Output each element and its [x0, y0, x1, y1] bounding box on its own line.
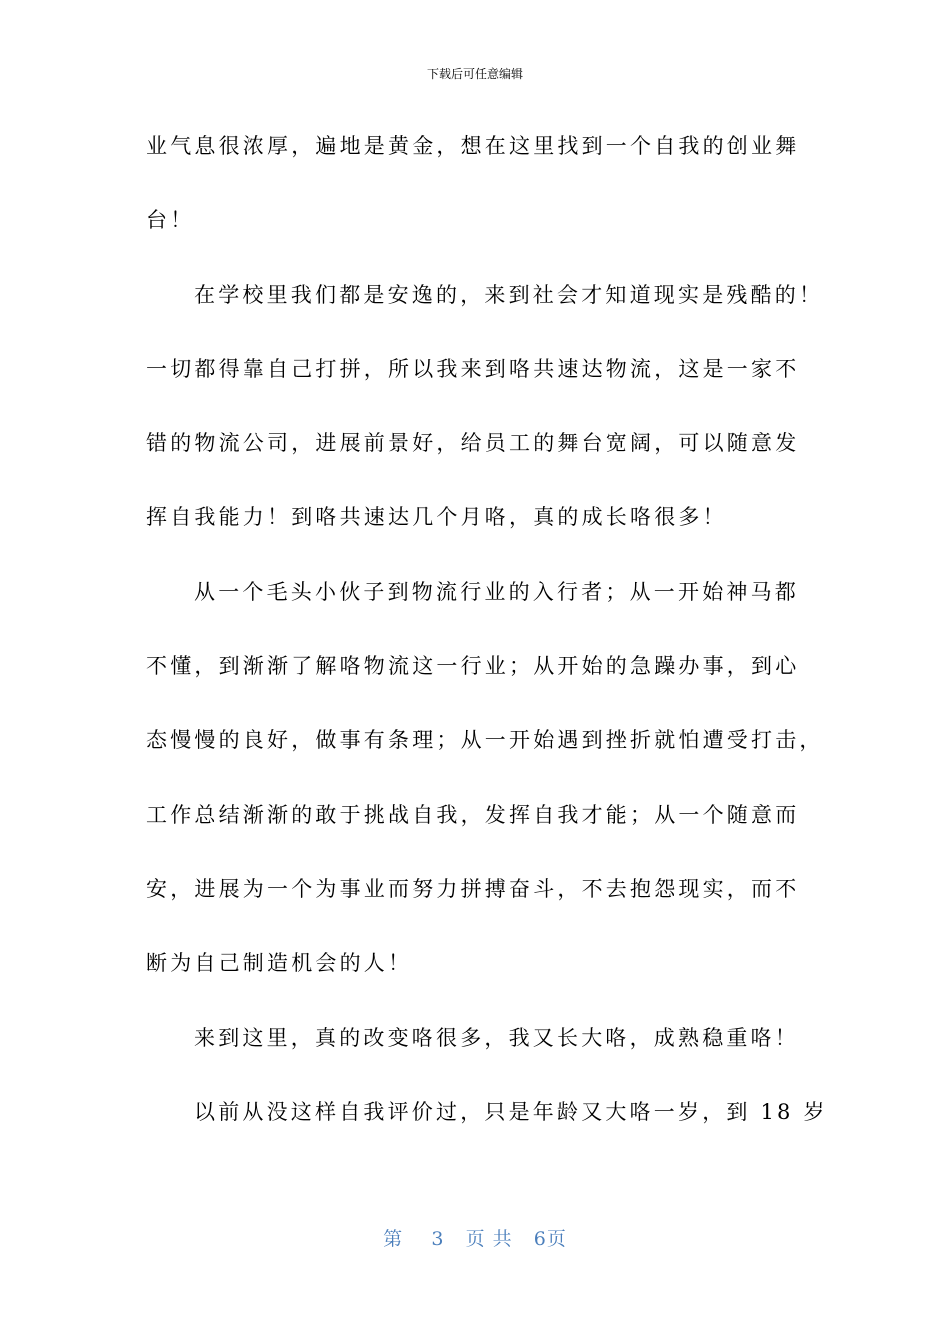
footer-total-pages: 6 [533, 1228, 547, 1250]
footer-suffix: 页 [546, 1228, 567, 1250]
text-line: 断为自己制造机会的人！ [146, 951, 413, 976]
body-text [146, 124, 828, 1164]
text-line: 工作总结渐渐的敢于挑战自我，发挥自我才能；从一个随意而 [146, 802, 800, 827]
footer-middle: 页 共 [465, 1228, 513, 1250]
paragraph-first-line: 从一个毛头小伙子到物流行业的入行者；从一开始神马都 [194, 579, 799, 604]
text-line: 态慢慢的良好，做事有条理；从一开始遇到挫折就怕遭受打击， [146, 728, 824, 753]
footer-current-page: 3 [431, 1228, 445, 1250]
paragraph-first-line: 在学校里我们都是安逸的，来到社会才知道现实是残酷的！ [194, 282, 824, 307]
text-line: 安，进展为一个为事业而努力拼搏奋斗，不去抱怨现实，而不 [146, 876, 800, 901]
paragraph-first-line: 以前从没这样自我评价过，只是年龄又大咯一岁，到 18 岁 [194, 1099, 828, 1124]
page-header: 下载后可任意编辑 [426, 67, 523, 81]
footer-prefix: 第 [383, 1228, 404, 1250]
text-line: 台！ [146, 208, 195, 233]
text-line: 一切都得靠自己打拼，所以我来到咯共速达物流，这是一家不 [146, 356, 800, 381]
text-line: 错的物流公司，进展前景好，给员工的舞台宽阔，可以随意发 [146, 431, 800, 456]
page-footer [0, 1226, 950, 1252]
text-line: 不懂，到渐渐了解咯物流这一行业；从开始的急躁办事，到心 [146, 654, 800, 679]
text-line: 业气息很浓厚，遍地是黄金，想在这里找到一个自我的创业舞 [146, 134, 800, 158]
paragraph-first-line: 来到这里，真的改变咯很多，我又长大咯，成熟稳重咯！ [194, 1025, 799, 1050]
text-line: 挥自我能力！到咯共速达几个月咯，真的成长咯很多！ [146, 505, 727, 530]
